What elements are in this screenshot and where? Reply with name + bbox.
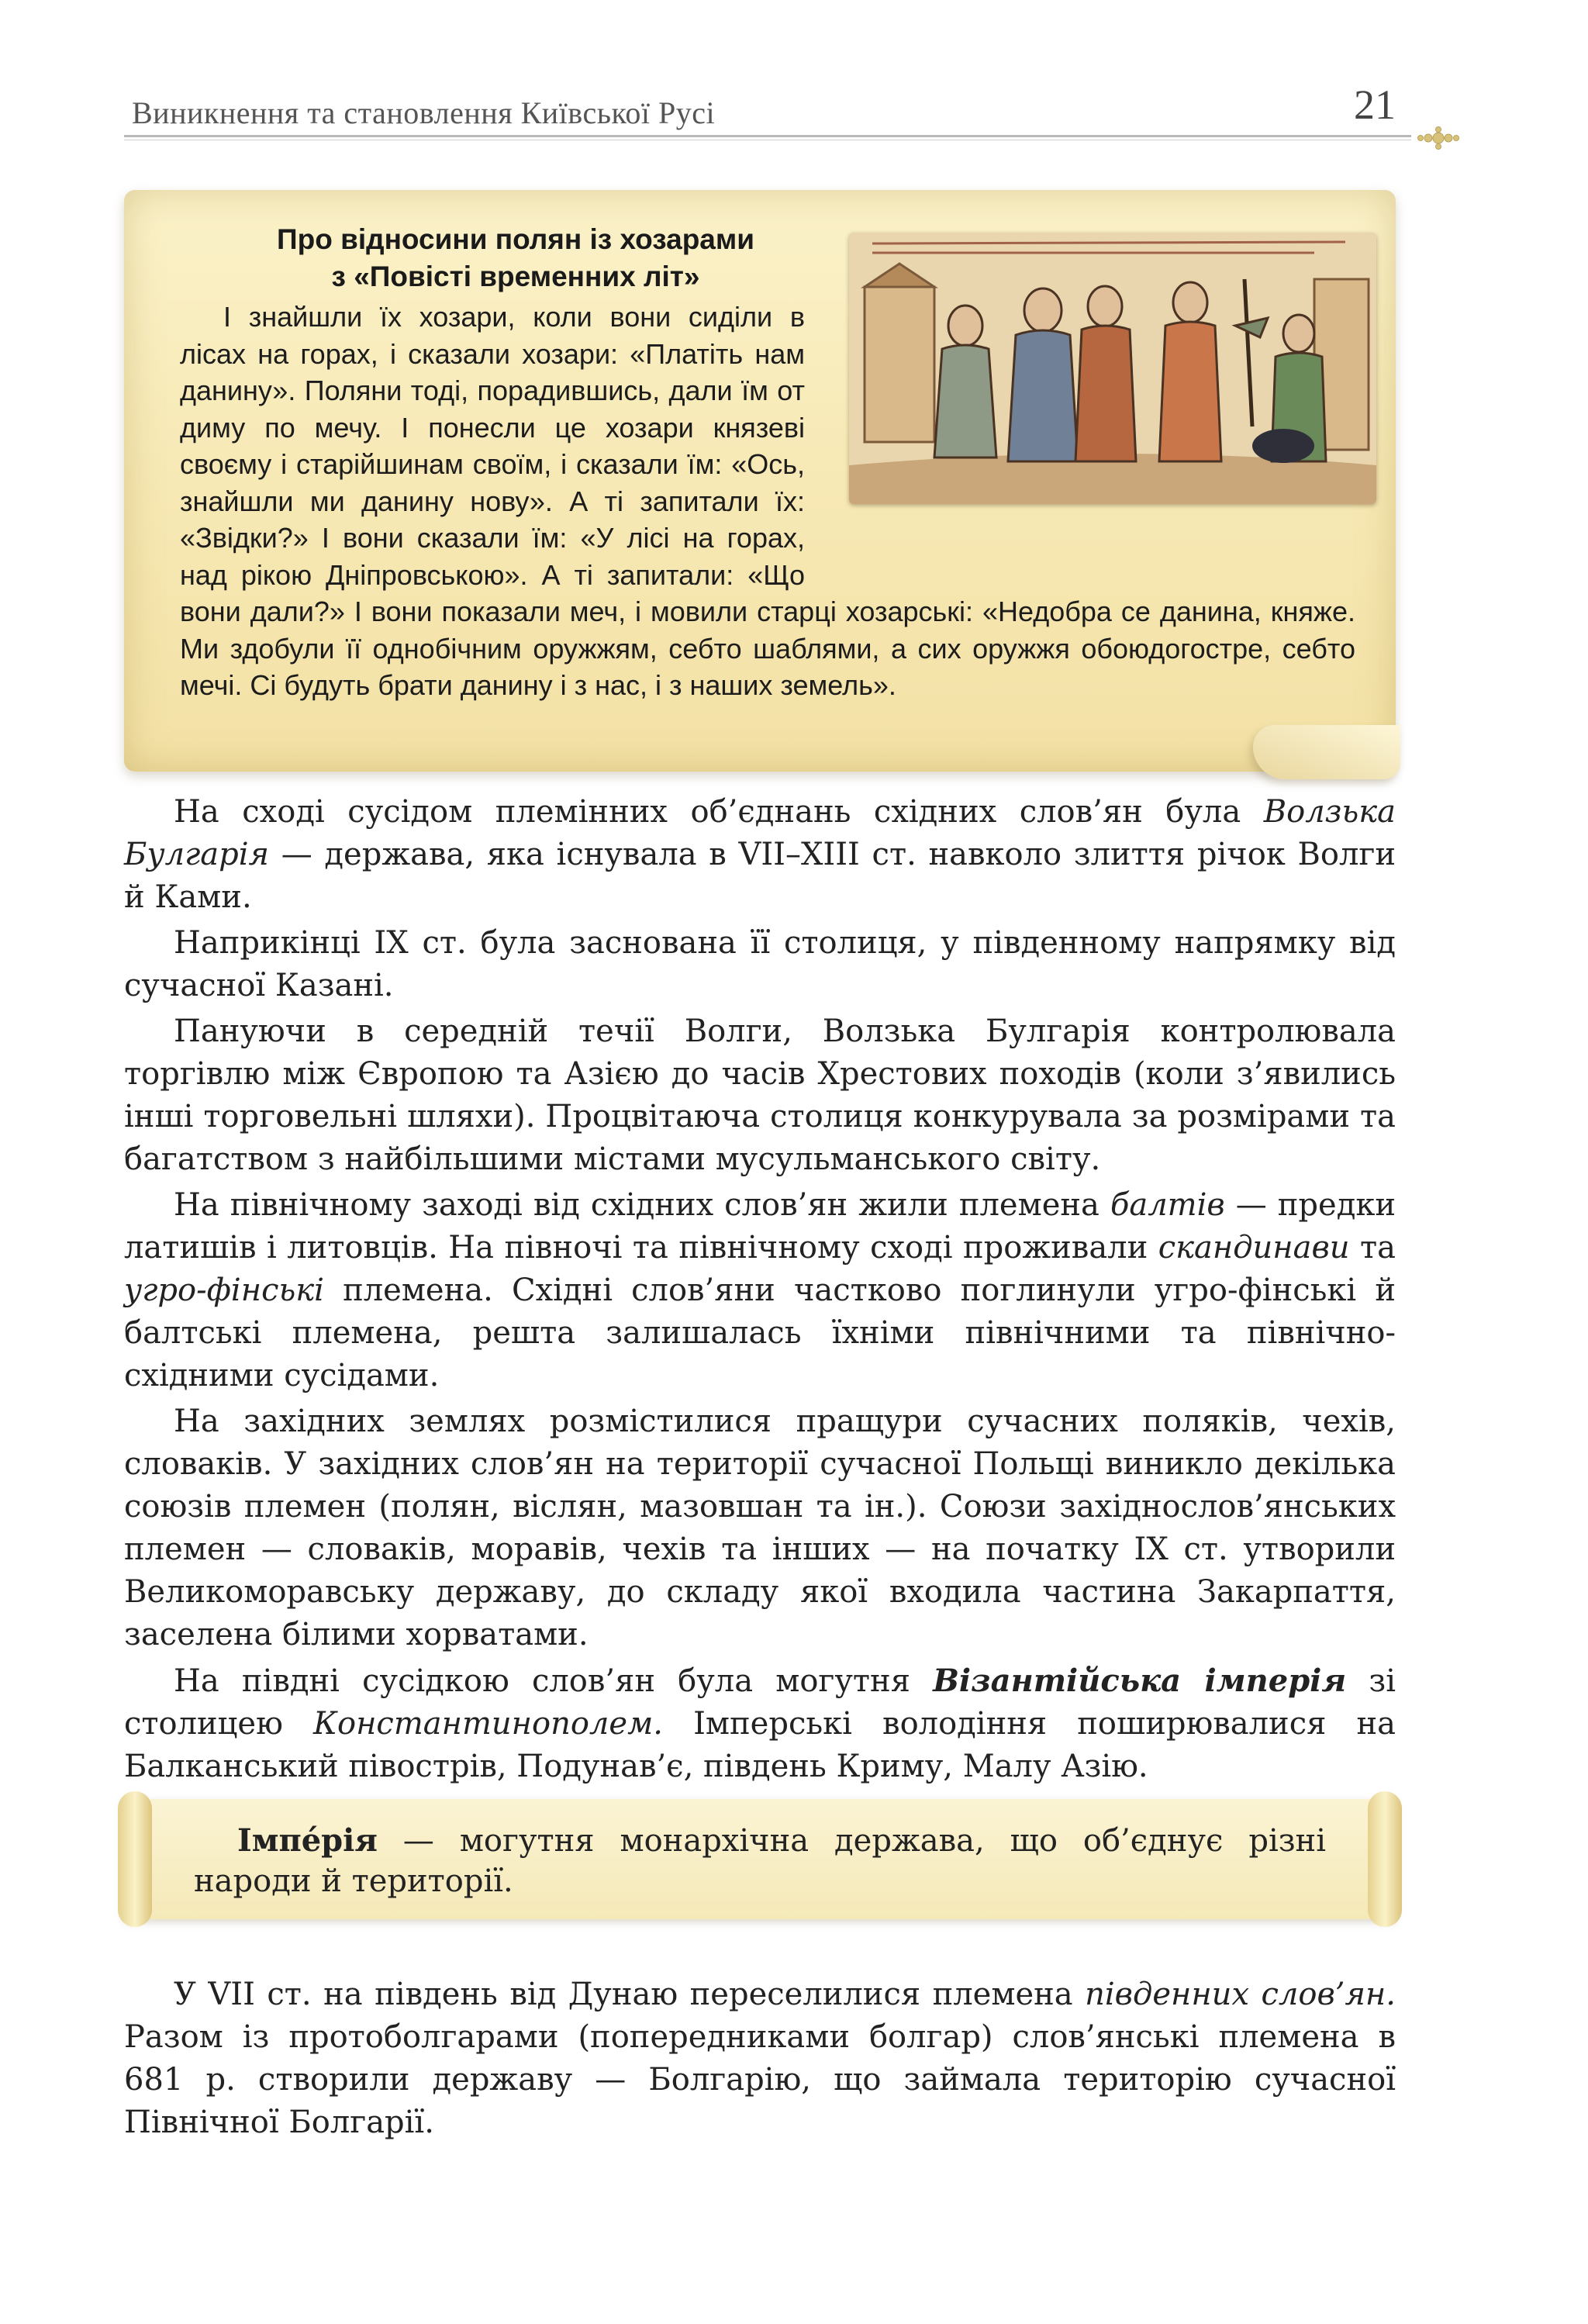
text-run: На півдні сусідкою слов’ян була могутня <box>174 1663 934 1699</box>
term-constantinople: Константинополем. <box>313 1706 663 1742</box>
text-run: та <box>1349 1230 1396 1266</box>
term-byzantine-empire: Візантійська імперія <box>933 1663 1347 1699</box>
definition-box <box>124 1799 1396 1919</box>
definition-term: Імпе́рія <box>237 1822 378 1859</box>
primary-source-box <box>124 190 1396 772</box>
text-run: зі столицею <box>124 1663 1396 1742</box>
term-scandinavians: скандинави <box>1158 1230 1350 1266</box>
header-rule <box>124 135 1411 137</box>
paragraph-volga-bulgaria <box>124 791 1396 919</box>
text-run: — предки латишів і литовців. На півночі та північному сході проживали <box>124 1187 1396 1266</box>
source-title-line1: Про відносини полян із хозарами <box>277 223 754 255</box>
text-run: Разом із протоболгарами (попередниками болгар) слов’янські племена в 681 р. створили державу — Болгарію, що займала територію сучасної Північної Болгарії. <box>124 2019 1396 2140</box>
term-southern-slavs: південних слов’ян. <box>1085 1977 1396 2012</box>
paragraph-trade: Пануючи в середній течії Волги, Волзька Булгарія контролювала торгівлю між Європою та Азією до часів Хрестових походів (коли з’явились інші торговельні шляхи). Процвітаюча столиця конкурувала за розмірами та багатством з найбільшими містами мусульманського світу. <box>124 1014 1396 1177</box>
source-quote-text <box>180 299 1355 704</box>
text-run: На північному заході від східних слов’ян жили племена <box>174 1187 1110 1223</box>
paragraph-southern-slavs <box>124 1974 1396 2144</box>
ornament-icon <box>1411 123 1465 154</box>
text-run: племена. Східні слов’яни частково поглинули угро-фінські й балтські племена, решта залишалась їхніми північними та північно-східними сусідами. <box>124 1273 1396 1393</box>
paragraph-western-slavs: На західних землях розмістилися пращури сучасних поляків, чехів, словаків. У західних слов’ян на території сучасної Польщі виникло декілька союзів племен (полян, віслян, мазовшан та ін.). Союзи західнослов’янських племен — словаків, моравів, чехів та інших — на початку IX ст. утворили Великоморавську державу, до складу якої входила частина Закарпаття, заселена білими хорватами. <box>124 1404 1396 1652</box>
term-balts: балтів <box>1110 1187 1225 1223</box>
text-run: У VII ст. на південь від Дунаю переселилися племена <box>174 1977 1086 2012</box>
scroll-roll-left <box>118 1791 152 1927</box>
paragraph-byzantium <box>124 1659 1396 1788</box>
term-finno-ugric: угро-фінські <box>124 1273 324 1308</box>
source-title <box>178 221 853 295</box>
term-volga-bulgaria: Волзька Булгарія <box>124 794 1396 872</box>
definition-text <box>194 1821 1326 1901</box>
scroll-roll-right <box>1368 1791 1402 1927</box>
source-title-line2: з «Повісті временних літ» <box>331 261 700 292</box>
paragraph-capital: Наприкінці IX ст. була заснована її столиця, у південному напрямку від сучасної Казані. <box>124 925 1396 1003</box>
running-title: Виникнення та становлення Київської Русі <box>132 95 716 130</box>
main-text-continued <box>124 1974 1396 2144</box>
running-header <box>124 81 1396 143</box>
source-quote: І знайшли їх хозари, коли вони сиділи в лісах на горах, і сказали хозари: «Платіть нам данину». Поляни тоді, порадившись, дали їм от диму по мечу. І понесли це хозари князеві своєму і старійшинам своїм, і сказали їм: «Ось, знайшли ми данину нову». А ті запитали їх: «Звідки?» І вони сказали їм: «У лісі на горах, над рікою Дніпровською». А ті запитали: «Що вони дали?» І вони показали меч, і мовили старці хозарські: «Недобра се данина, княже. Ми здобули її однобічним оружжям, себто шаблями, а сих оружжя обоюдогостре, себто мечі. Сі будуть брати данину і з нас, і з наших земель». <box>180 301 1355 701</box>
text-run: На сході сусідом племінних об’єднань східних слов’ян була <box>174 794 1264 830</box>
image-spacer <box>828 221 1355 593</box>
main-text <box>124 791 1396 1791</box>
text-run: Імперські володіння поширювалися на Балканський півострів, Подунав’є, південь Криму, Малу Азію. <box>124 1706 1396 1784</box>
page-number: 21 <box>1354 81 1396 128</box>
text-run: — держава, яка існувала в VII–XIII ст. навколо злиття річок Волги й Ками. <box>124 837 1396 915</box>
definition-body: — могутня монархічна держава, що об’єднує різні народи й території. <box>194 1823 1326 1899</box>
paragraph-baltic-neighbours <box>124 1184 1396 1397</box>
